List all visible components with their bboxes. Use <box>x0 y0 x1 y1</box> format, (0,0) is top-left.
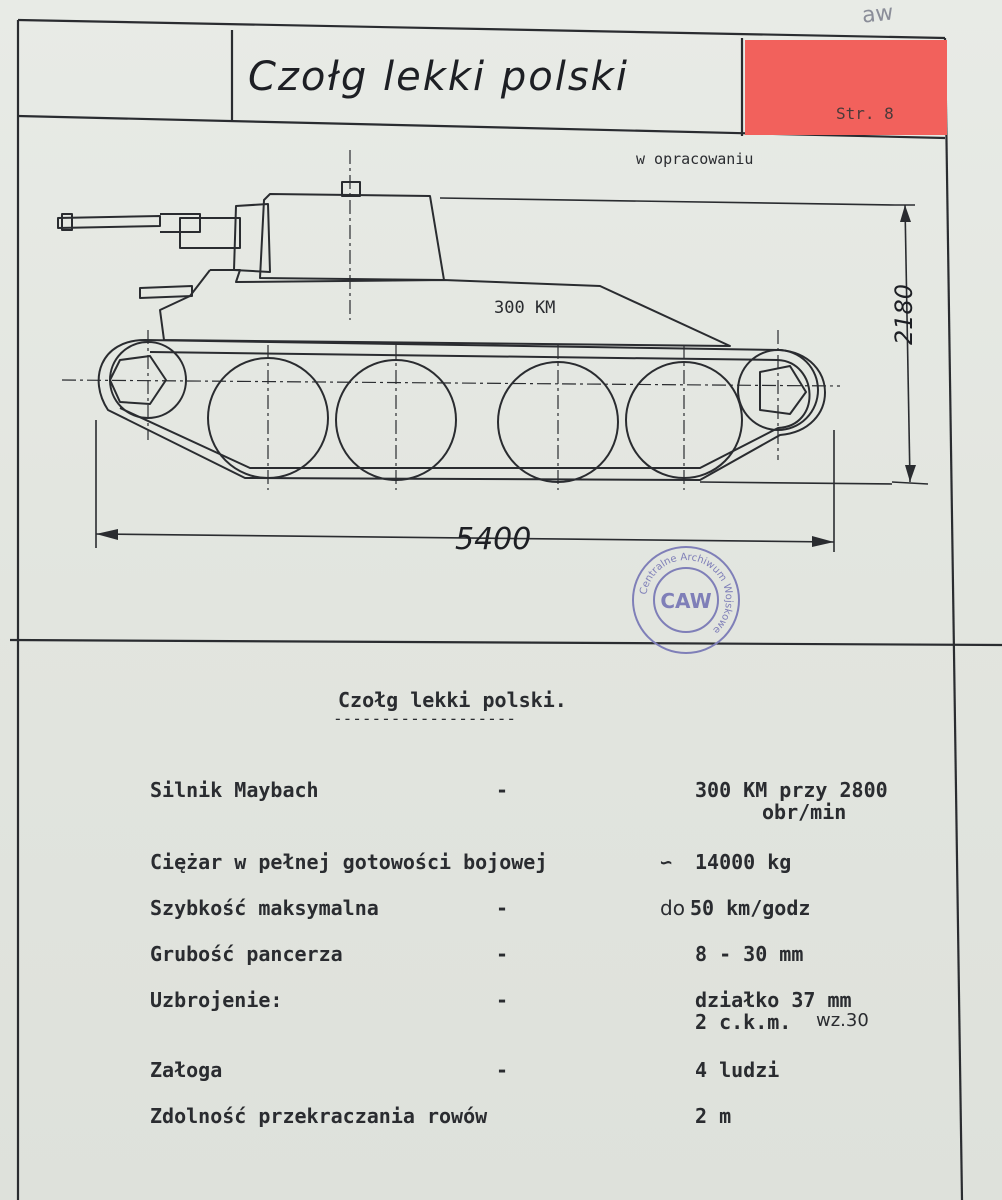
engine-power-label: 300 KM <box>494 298 556 318</box>
spec-value: 8 - 30 mm <box>695 942 804 966</box>
spec-value-prefix: ∽ <box>660 850 673 874</box>
spec-label: Szybkość maksymalna <box>150 896 379 920</box>
spec-dash: - <box>496 942 509 966</box>
spec-dash: - <box>496 778 509 802</box>
length-dimension-label: 5400 <box>455 522 532 557</box>
spec-value-continued: obr/min <box>762 800 847 824</box>
stamp-monogram: CAW <box>660 589 712 613</box>
height-dimension-label: 2180 <box>890 283 918 345</box>
spec-label: Zdolność przekraczania rowów <box>150 1104 488 1128</box>
spec-heading-underline: ------------------- <box>333 709 517 728</box>
hull-upper <box>160 270 730 346</box>
spec-value-handwritten: wz.30 <box>816 1010 869 1031</box>
spec-value: 4 ludzi <box>695 1058 780 1082</box>
spec-heading: Czołg lekki polski. <box>338 688 567 712</box>
archive-stamp <box>630 544 742 656</box>
stamp-ring-text: Centralne Archiwum Wojskowe <box>638 551 735 636</box>
spec-value: działko 37 mm <box>695 988 852 1012</box>
spec-label: Załoga <box>150 1058 223 1082</box>
spec-value-prefix: do <box>660 896 685 920</box>
margin-handwriting: aw <box>860 0 895 29</box>
page-number-label: Str. 8 <box>836 104 894 123</box>
status-note: w opracowaniu <box>636 150 754 168</box>
spec-value: 300 KM przy 2800 <box>695 778 888 802</box>
turret <box>260 194 444 280</box>
spec-label: Uzbrojenie: <box>150 988 283 1012</box>
spec-label: Silnik Maybach <box>150 778 319 802</box>
spec-value-continued: 2 c.k.m. <box>695 1010 792 1034</box>
spec-value: 2 m <box>695 1104 732 1128</box>
turret-cupola <box>342 182 360 196</box>
page-title: Czołg lekki polski <box>248 54 629 100</box>
spec-value: 14000 kg <box>695 850 792 874</box>
spec-dash: - <box>496 1058 509 1082</box>
spec-dash: - <box>496 988 509 1012</box>
spec-dash: - <box>496 896 509 920</box>
spec-value: 50 km/godz <box>690 896 811 920</box>
spec-label: Ciężar w pełnej gotowości bojowej <box>150 850 548 874</box>
gun-barrel <box>58 216 160 228</box>
spec-label: Grubość pancerza <box>150 942 343 966</box>
